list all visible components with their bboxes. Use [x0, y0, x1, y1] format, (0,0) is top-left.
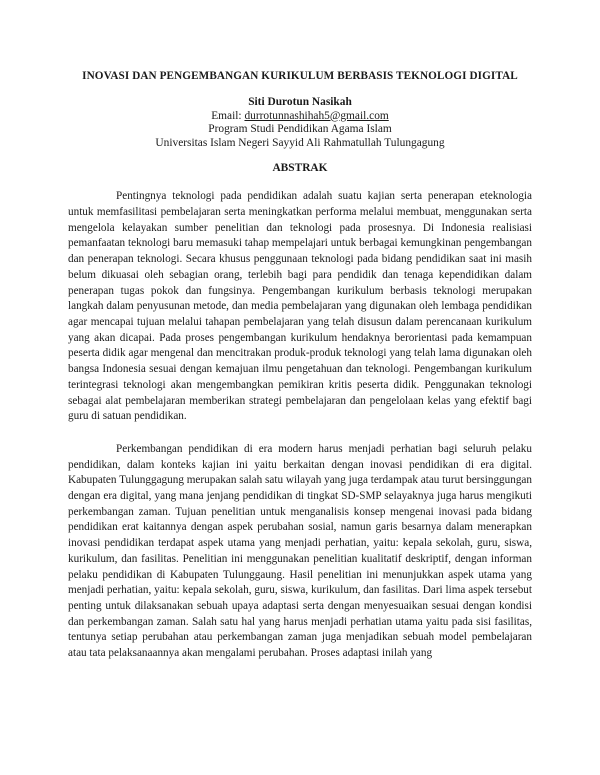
- email-label: Email:: [211, 109, 242, 122]
- body-paragraph: Perkembangan pendidikan di era modern harus menjadi perhatian bagi seluruh pelaku pendidikan, dalam konteks kajian ini yaitu berkaitan dengan inovasi pendidikan di era digital. Kabupaten Tulunggagung merupakan salah satu wilayah yang juga terdampak atau turut bersinggungan dengan era digital, yang mana jenjang pendidikan di tingkat SD-SMP selayaknya juga harus mengikuti perkembangan zaman. Tujuan penelitian untuk menganalisis konsep mengenai inovasi pada bidang pendidikan erat kaitannya dengan aspek perubahan sosial, namun garis besarnya dalam menerapkan inovasi pendidikan terdapat aspek utama yang menjadi perhatian, yaitu: kepala sekolah, guru, siswa, kurikulum, dan fasilitas. Penelitian ini menggunakan penelitian kualitatif deskriptif, dengan informan pelaku pendidikan di Kabupaten Tulunggaung. Hasil penelitian ini menunjukkan aspek utama yang menjadi perhatian, yaitu: kepala sekolah, guru, siswa, kurikulum, dan fasilitas. Dari lima aspek tersebut penting untuk dilaksanakan sebuah upaya adaptasi serta dengan menyesuaikan sesuai dengan kondisi dan perkembangan zaman. Salah satu hal yang harus menjadi perhatian utama yaitu pada sisi fasilitas, tentunya setiap perubahan atau perkembangan zaman juga menjadikan sebuah model pembelajaran atau tata pelaksanaannya akan mengalami perubahan. Proses adaptasi inilah yang: [68, 442, 532, 660]
- author-program: Program Studi Pendidikan Agama Islam: [208, 123, 392, 136]
- author-university: Universitas Islam Negeri Sayyid Ali Rahmatullah Tulungagung: [155, 136, 445, 149]
- paper-title: INOVASI DAN PENGEMBANGAN KURIKULUM BERBASIS TEKNOLOGI DIGITAL: [82, 70, 518, 82]
- abstract-paragraph: Pentingnya teknologi pada pendidikan adalah suatu kajian serta penerapan eteknologia untuk memfasilitasi pembelajaran serta meningkatkan performa melalui membuat, menggunakan serta mengelola kelayakan sumber penelitian dan teknologi pada prosesnya. Di Indonesia realisiasi pemanfaatan teknologi baru memasuki tahap mempelajari untuk berbagai kemungkinan pengembangan dan penerapan teknologi. Secara khusus penggunaan teknologi pada bidang pendidikan saat ini masih belum dikuasai oleh sebagian orang, terlebih bagi para pendidik dan tenaga kependidikan dalam penerapan tugas pokok dan fungsinya. Pengembangan kurikulum berbasis teknologi merupakan langkah dalam penyusunan metode, dan media pembelajaran yang digunakan oleh lembaga pendidikan agar mencapai tujuan melalui tahapan pembelajaran yang telah disusun dalam perencanaan kurikulum yang akan dicapai. Pada proses pengembangan kurikulum hendaknya berorientasi pada kemampuan peserta didik agar mengenal dan mencitrakan produk-produk teknologi yang telah lama digunakan oleh bangsa Indonesia sesuai dengan kemajuan ilmu pengetahuan dan teknologi. Pengembangan kurikulum terintegrasi teknologi akan mengembangkan pemikiran kritis peserta didik. Penggunakan teknologi sebagai alat pembelajaran memberikan strategi pembelajaran dan pengelolaan kelas yang efektif bagi guru di satuan pendidikan.: [68, 190, 532, 423]
- abstract-heading: ABSTRAK: [272, 162, 328, 175]
- author-email-line: [68, 110, 532, 124]
- author-name: Siti Durotun Nasikah: [248, 96, 352, 108]
- email-link[interactable]: durrotunnashihah5@gmail.com: [244, 109, 389, 122]
- author-block: [68, 96, 532, 150]
